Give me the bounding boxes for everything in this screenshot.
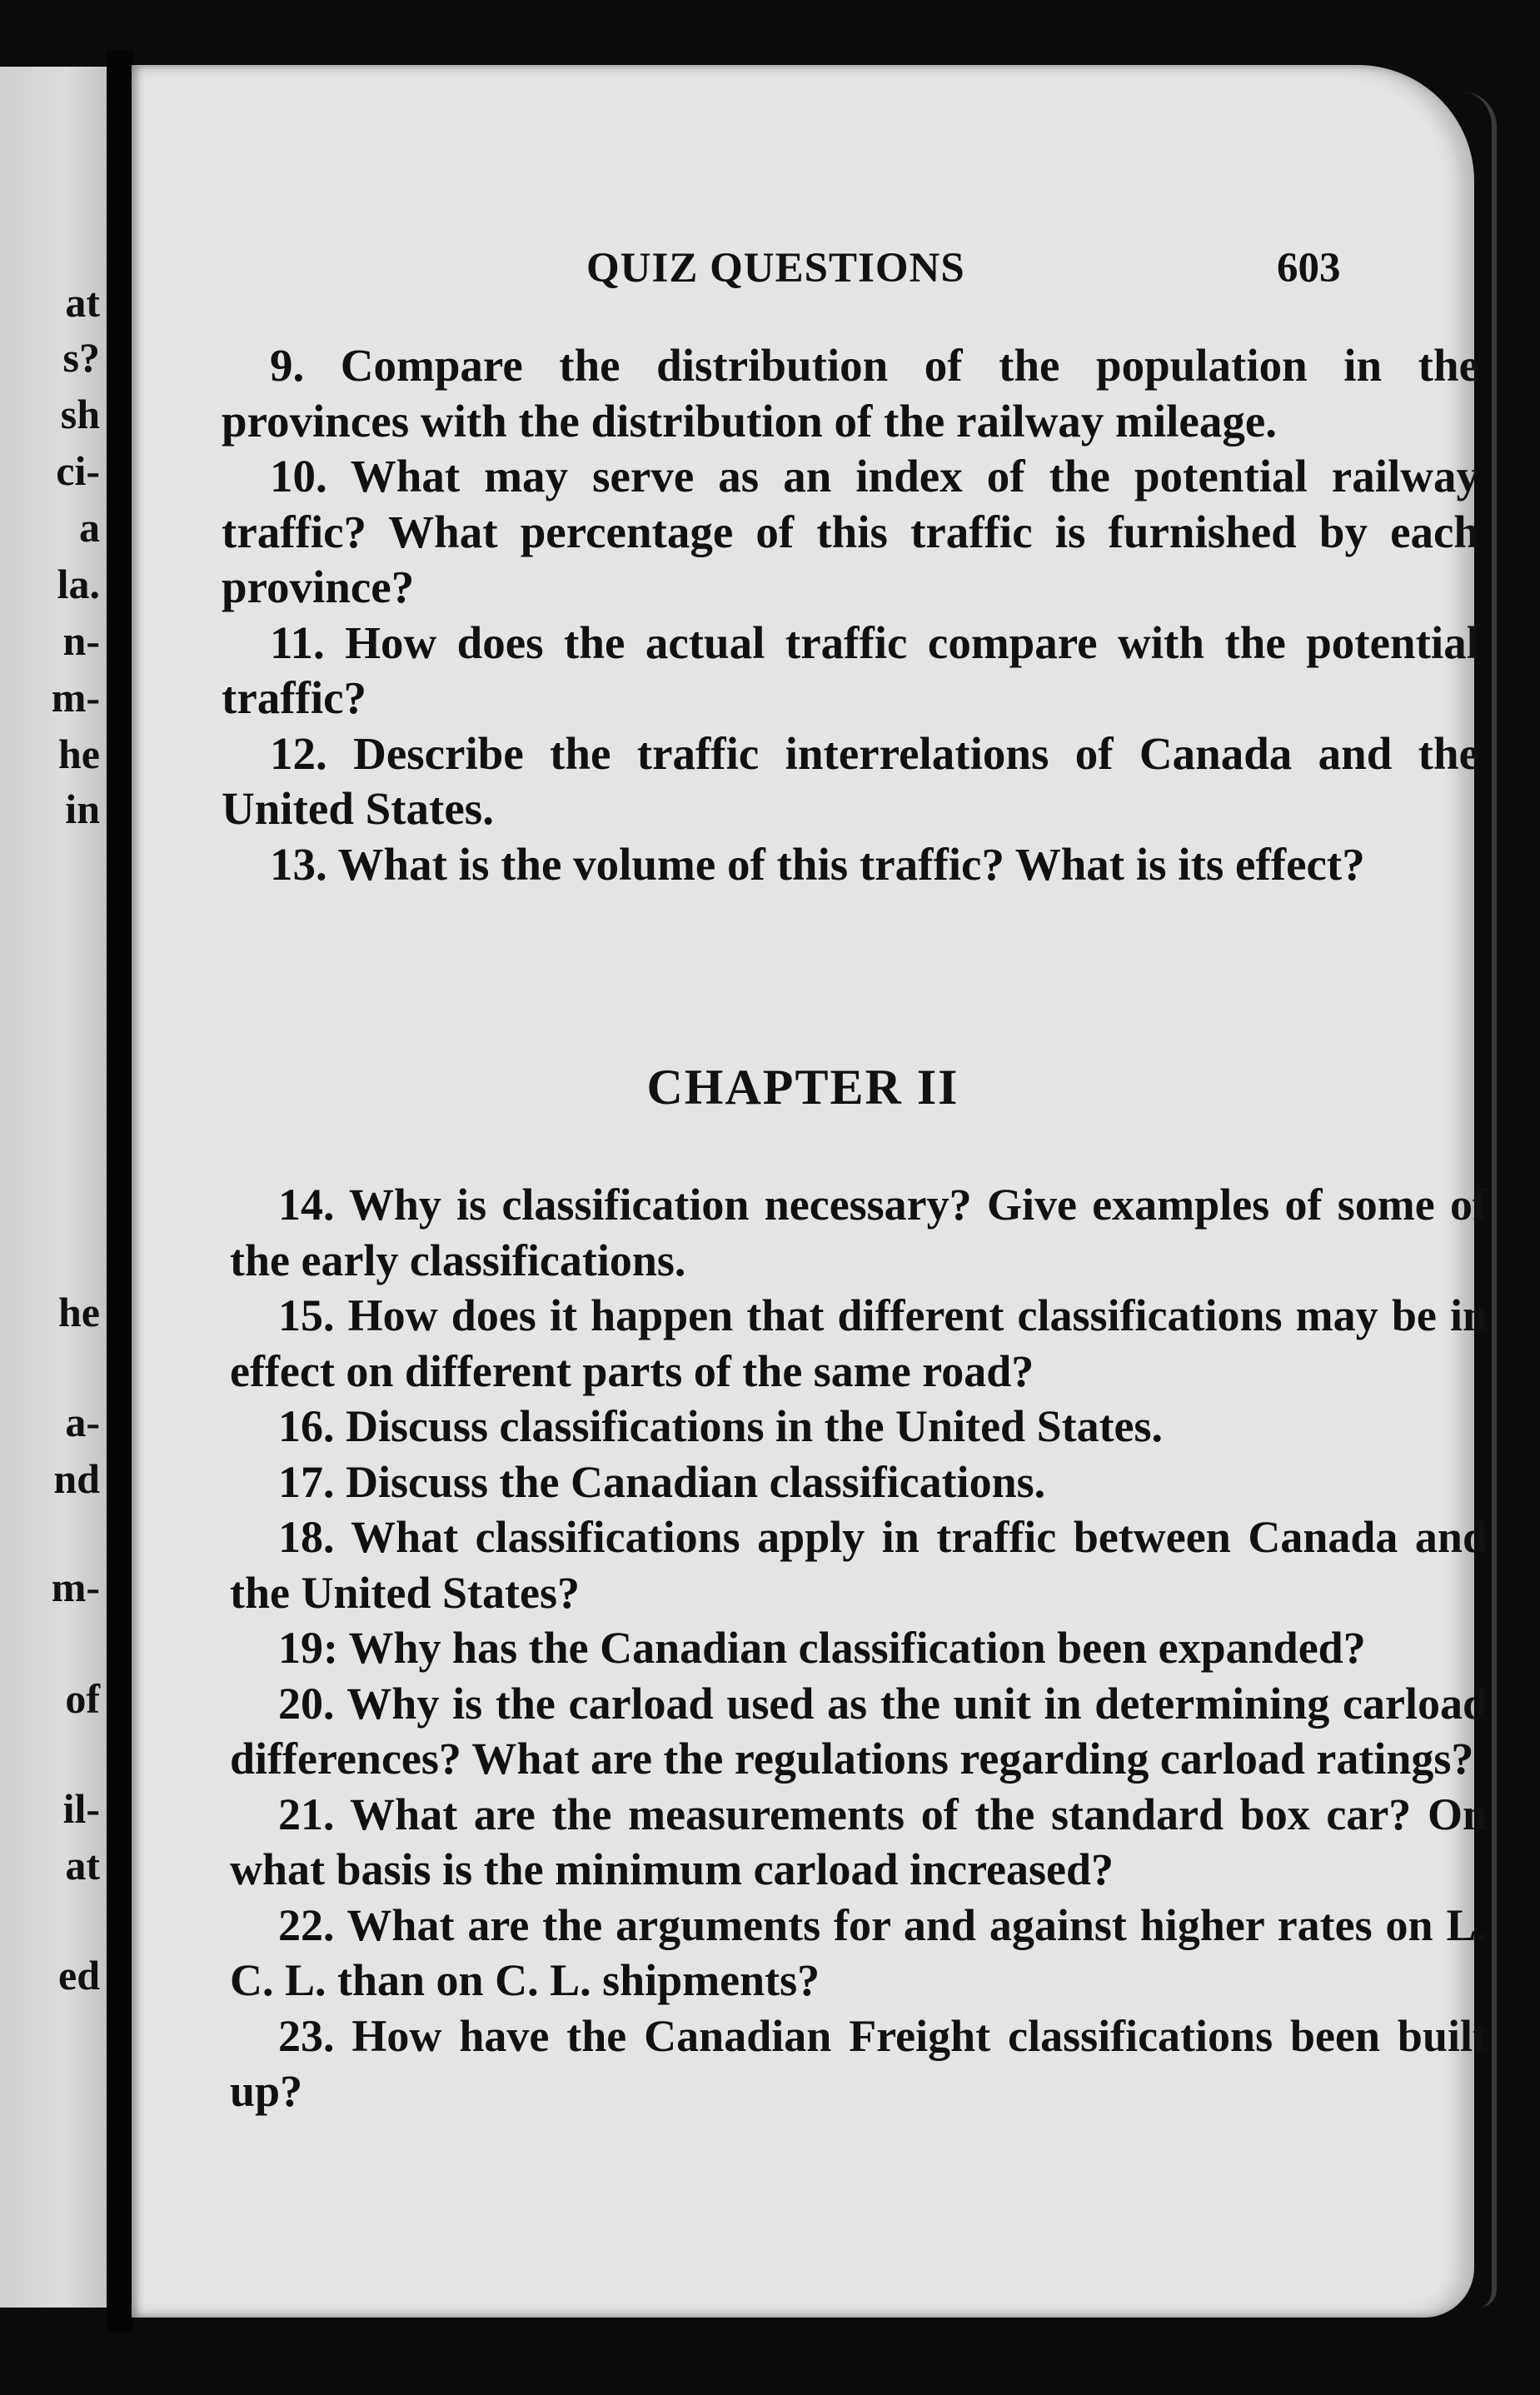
facing-page-fragment: at xyxy=(65,279,100,326)
question-16: 16. Discuss classifications in the United States. xyxy=(278,1401,1164,1451)
question-23: 23. How have the Canadian Freight classifications been built up? xyxy=(230,2010,1488,2116)
book-page xyxy=(132,65,1488,2318)
facing-page-fragment: of xyxy=(65,1675,100,1722)
question-19: 19: Why has the Canadian classification been expanded? xyxy=(278,1623,1366,1673)
question-11: 11. How does the actual traffic compare with the potential traffic? xyxy=(222,616,1479,723)
facing-page-fragment: at xyxy=(65,1842,100,1889)
facing-page xyxy=(0,67,107,2308)
running-head-title: QUIZ QUESTIONS xyxy=(586,245,965,292)
question-20: 20. Why is the carload used as the unit in determining carload differences? What are the regulations regarding carload ratings? xyxy=(230,1678,1488,1784)
facing-page-fragment: n- xyxy=(62,617,100,664)
question-10: 10. What may serve as an index of the potential railway traffic? What percentage of this traffic is furnished by each province? xyxy=(222,451,1479,612)
questions-section-chapter-ii xyxy=(230,1177,1488,2119)
question-13: 13. What is the volume of this traffic? What is its effect? xyxy=(270,838,1365,890)
question-17: 17. Discuss the Canadian classifications. xyxy=(278,1456,1046,1507)
facing-page-fragment: he xyxy=(58,731,100,777)
facing-page-fragment: a xyxy=(79,504,100,551)
facing-page-fragment: m- xyxy=(51,1564,100,1610)
question-14: 14. Why is classification necessary? Give examples of some of the early classifications. xyxy=(230,1180,1488,1285)
page-number: 603 xyxy=(1277,245,1341,292)
facing-page-fragment: in xyxy=(65,786,100,832)
facing-page-fragment: il- xyxy=(62,1785,100,1832)
question-9: 9. Compare the distribution of the population in the provinces with the distribution of the railway mileage. xyxy=(222,340,1479,447)
book-gutter xyxy=(107,50,133,2333)
facing-page-fragment: ci- xyxy=(56,447,100,494)
running-head xyxy=(132,244,1474,302)
chapter-heading: CHAPTER II xyxy=(646,1060,959,1115)
facing-page-fragment: s? xyxy=(62,334,100,381)
facing-page-fragment: a- xyxy=(65,1399,100,1445)
question-12: 12. Describe the traffic interrelations of Canada and the United States. xyxy=(222,727,1479,834)
facing-page-fragment: m- xyxy=(51,674,100,721)
questions-section-chapter-i xyxy=(222,338,1479,892)
question-15: 15. How does it happen that different classifications may be in effect on different parts of the same road? xyxy=(230,1290,1488,1396)
facing-page-fragment: ed xyxy=(58,1952,100,1998)
facing-page-fragment: la. xyxy=(57,561,100,607)
question-22: 22. What are the arguments for and against higher rates on L. C. L. than on C. L. shipments? xyxy=(230,1899,1488,2005)
facing-page-fragment: nd xyxy=(53,1455,100,1502)
question-18: 18. What classifications apply in traffic between Canada and the United States? xyxy=(230,1512,1488,1618)
facing-page-fragment: he xyxy=(58,1289,100,1335)
facing-page-fragment: sh xyxy=(60,391,100,437)
question-21: 21. What are the measurements of the standard box car? On what basis is the minimum carload increased? xyxy=(230,1789,1488,1894)
